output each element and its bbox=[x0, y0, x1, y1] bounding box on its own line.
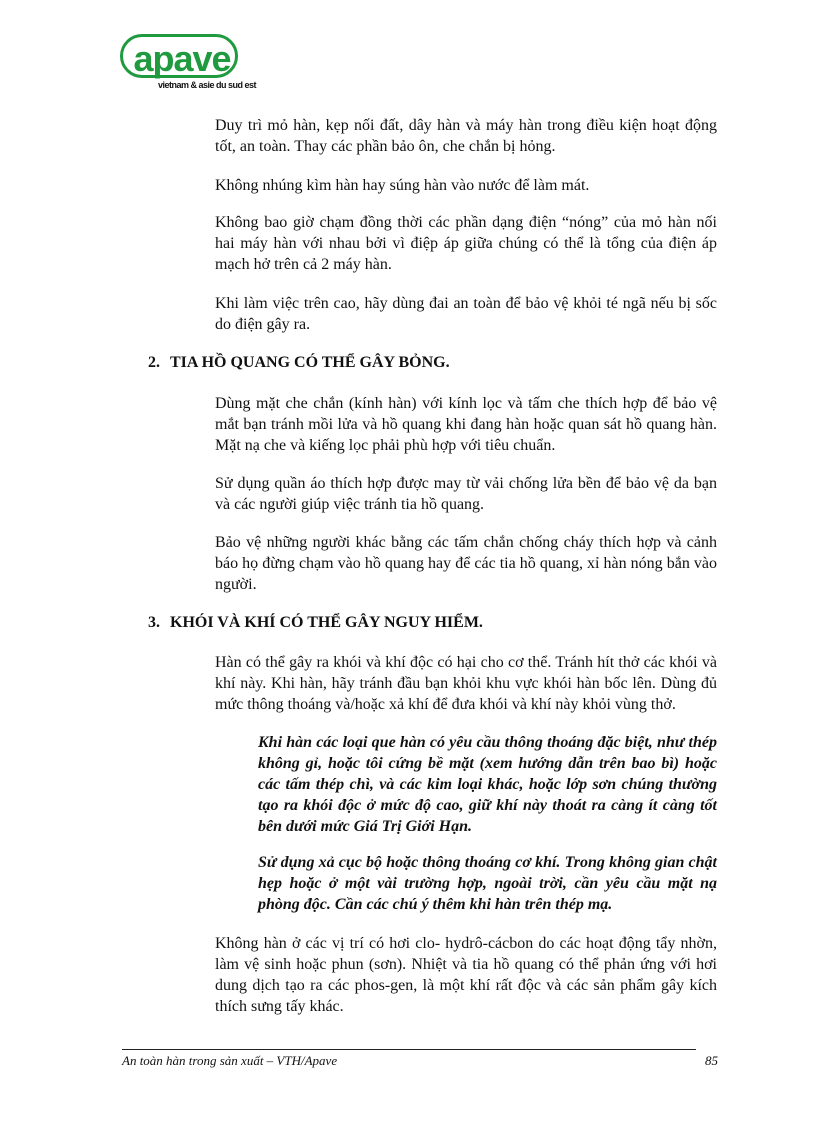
paragraph: Không hàn ở các vị trí có hơi clo- hydrô-cácbon do các hoạt động tẩy nhờn, làm vệ sinh hoặc phun (sơn). Nhiệt và tia hồ quang có thể phản ứng với hơi dung dịch tạo ra các phos-gen, là một khí rất độc và các sản phẩm gây kích thích sưng tấy khác. bbox=[215, 935, 717, 1015]
section-2-heading bbox=[148, 352, 450, 373]
apave-logo bbox=[118, 30, 257, 94]
warning-note: Sử dụng xả cục bộ hoặc thông thoáng cơ khí. Trong không gian chật hẹp hoặc ở một vài trường hợp, ngoài trời, cần yêu cầu mặt nạ phòng độc. Cần các chú ý thêm khi hàn trên thép mạ. bbox=[258, 854, 717, 913]
warning-note: Khi hàn các loại que hàn có yêu cầu thông thoáng đặc biệt, như thép không gỉ, hoặc tôi cứng bề mặt (xem hướng dẫn trên bao bì) hoặc các tấm thép chì, và các kim loại khác, hoặc lớp sơn chúng thường tạo ra khói độc ở mức độ cao, giữ khí này thoát ra càng ít càng tốt bên dưới mức Giá Trị Giới Hạn. bbox=[258, 734, 717, 835]
footer-title: An toàn hàn trong sản xuất – VTH/Apave bbox=[122, 1053, 338, 1068]
logo-badge bbox=[120, 34, 238, 78]
paragraph: Không bao giờ chạm đồng thời các phần dạng điện “nóng” của mỏ hàn nối hai máy hàn với nhau bởi vì điệp áp giữa chúng có thể là tổng của điện áp mạch hở trên cả 2 máy hàn. bbox=[215, 214, 717, 273]
paragraph: Không nhúng kìm hàn hay súng hàn vào nước để làm mát. bbox=[215, 177, 590, 194]
section-title: TIA HỒ QUANG CÓ THỂ GÂY BỎNG. bbox=[170, 354, 450, 371]
section-3-heading bbox=[148, 612, 483, 633]
page-number: 85 bbox=[705, 1053, 718, 1068]
logo-tagline: vietnam & asie du sud est bbox=[158, 80, 257, 90]
section-number: 3. bbox=[148, 614, 160, 631]
footer-divider bbox=[122, 1049, 696, 1050]
paragraph: Bảo vệ những người khác bằng các tấm chắn chống cháy thích hợp và cảnh báo họ đừng chạm vào hồ quang hay để các tia hồ quang, xỉ hàn nóng bắn vào người. bbox=[215, 534, 717, 593]
paragraph: Hàn có thể gây ra khói và khí độc có hại cho cơ thể. Tránh hít thở các khói và khí này. Khi hàn, hãy tránh đầu bạn khỏi khu vực khói hàn bốc lên. Dùng đủ mức thông thoáng và/hoặc xả khí để đưa khói và khí này khỏi vùng thở. bbox=[215, 654, 717, 713]
paragraph: Dùng mặt che chắn (kính hàn) với kính lọc và tấm che thích hợp để bảo vệ mắt bạn tránh mồi lửa và hồ quang khi đang hàn hoặc quan sát hồ quang hàn. Mặt nạ che và kiếng lọc phải phù hợp với tiêu chuẩn. bbox=[215, 395, 717, 454]
section-number: 2. bbox=[148, 354, 160, 371]
section-title: KHÓI VÀ KHÍ CÓ THỂ GÂY NGUY HIỂM. bbox=[170, 614, 483, 631]
paragraph: Duy trì mỏ hàn, kẹp nối đất, dây hàn và máy hàn trong điều kiện hoạt động tốt, an toàn. Thay các phần bảo ôn, che chắn bị hỏng. bbox=[215, 117, 717, 155]
paragraph: Khi làm việc trên cao, hãy dùng đai an toàn để bảo vệ khỏi té ngã nếu bị sốc do điện gây ra. bbox=[215, 295, 717, 333]
paragraph: Sử dụng quần áo thích hợp được may từ vải chống lửa bền để bảo vệ da bạn và các người giúp việc tránh tia hồ quang. bbox=[215, 475, 717, 513]
logo-word: apave bbox=[133, 38, 231, 79]
